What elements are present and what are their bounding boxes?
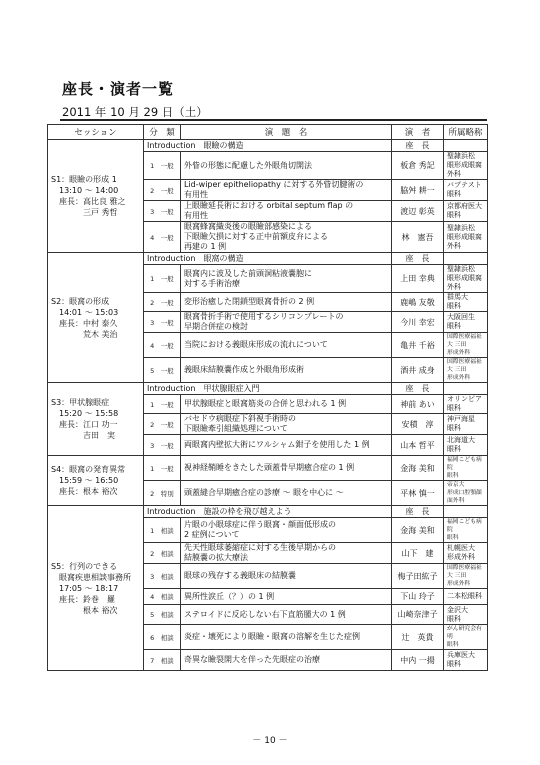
talk-number: 3 一般 [144, 201, 181, 222]
talk-number: 3 相談 [144, 564, 181, 589]
date-line: 2011 年 10 月 29 日（土） [62, 105, 208, 119]
talk-presenter: 山崎奈津子 [392, 605, 444, 625]
title-rule [60, 119, 487, 121]
talk-presenter: 安積 淳 [392, 414, 444, 435]
talk-title: 眼窩蜂窩織炎後の眼瞼部感染による 下眼瞼欠損に対する正中前額皮弁による 再建の 1 例 [181, 222, 392, 253]
session-line: S4：眼窩の発育異常 [51, 465, 126, 474]
talk-affiliation: 金沢大 眼科 [444, 605, 488, 625]
session-line: 座長：高比良 雅之 [51, 197, 126, 206]
talk-row [48, 456, 488, 481]
page-number: － 10 － [252, 736, 288, 746]
talk-affiliation: 京都府医大 眼科 [444, 201, 488, 222]
talk-number: 2 一般 [144, 293, 181, 312]
table-header-row [48, 125, 488, 140]
intro-blank [444, 383, 488, 395]
program-body [48, 140, 488, 671]
talk-number: 3 一般 [144, 435, 181, 456]
talk-affiliation: 国際医療福祉大 三田 形成外科 [444, 358, 488, 383]
talk-presenter: 林 憲吾 [392, 222, 444, 253]
intro-title: Introduction 施設の枠を飛び越えよう [144, 506, 392, 518]
talk-title: 異所性涙丘（？）の 1 例 [181, 589, 392, 605]
session-info [48, 253, 144, 383]
talk-title: 頭蓋縫合早期癒合症の診療 ～ 眼を中心に ～ [181, 481, 392, 506]
talk-title: 眼窩内に波及した前頭洞粘液嚢胞に 対する手術治療 [181, 265, 392, 293]
talk-number: 1 一般 [144, 395, 181, 414]
talk-number: 2 一般 [144, 414, 181, 435]
talk-number: 2 特別 [144, 481, 181, 506]
intro-title: Introduction 眼瞼の構造 [144, 140, 392, 152]
talk-presenter: 山本 哲平 [392, 435, 444, 456]
talk-number: 4 一般 [144, 333, 181, 358]
talk-presenter: 山下 建 [392, 543, 444, 564]
header-category: 分 類 [144, 125, 181, 140]
talk-number: 5 相談 [144, 605, 181, 625]
talk-presenter: 亀井 千裕 [392, 333, 444, 358]
header-affiliation: 所属略称 [444, 125, 488, 140]
talk-number: 7 相談 [144, 650, 181, 671]
program-table [47, 124, 488, 671]
talk-title: 先天性眼球萎縮症に対する生後早期からの 結膜嚢の拡大療法 [181, 543, 392, 564]
talk-title: 奇異な瞼裂開大を伴った先眼症の治療 [181, 650, 392, 671]
intro-title: Introduction 甲状腺眼症入門 [144, 383, 392, 395]
intro-chair: 座 長 [392, 383, 444, 395]
session-line: 眼窩疾患相談事務所 [51, 572, 131, 582]
talk-number: 3 一般 [144, 312, 181, 333]
talk-affiliation: 二本松眼科 [444, 589, 488, 605]
talk-affiliation: 福岡こども病院 眼科 [444, 518, 488, 543]
intro-chair: 座 長 [392, 140, 444, 152]
intro-row [48, 253, 488, 265]
session-line: 座長：鈴巻 羅 [51, 594, 115, 604]
talk-affiliation: 聖隷浜松 眼形成眼窩外科 [444, 265, 488, 293]
session-line: S2：眼窩の形成 [51, 296, 110, 306]
session-line: 13:10 ～ 14:00 [51, 186, 119, 195]
talk-title: 炎症・壊死により眼瞼・眼窩の溶解を生じた症例 [181, 625, 392, 650]
session-line: 17:05 ～ 18:17 [51, 583, 119, 593]
session-line: 三戸 秀哲 [51, 208, 118, 217]
talk-affiliation: 国際医療福祉大 三田 形成外科 [444, 564, 488, 589]
session-info [48, 456, 144, 506]
intro-chair: 座 長 [392, 506, 444, 518]
talk-affiliation: 大阪回生 眼科 [444, 312, 488, 333]
talk-number: 2 相談 [144, 543, 181, 564]
talk-number: 2 一般 [144, 180, 181, 201]
talk-number: 4 相談 [144, 589, 181, 605]
talk-number: 1 一般 [144, 152, 181, 180]
talk-number: 1 一般 [144, 265, 181, 293]
talk-title: 上眼瞼延長術における orbital septum flap の 有用性 [181, 201, 392, 222]
talk-presenter: 平林 慎一 [392, 481, 444, 506]
talk-title: 眼球の残存する義眼床の結膜嚢 [181, 564, 392, 589]
header-session: セッション [48, 125, 144, 140]
session-line: S3：甲状腺眼症 [51, 398, 110, 407]
intro-row [48, 383, 488, 395]
session-line: S5：行列のできる [51, 561, 118, 571]
intro-row [48, 140, 488, 152]
talk-presenter: 金海 美和 [392, 518, 444, 543]
talk-affiliation: バプテスト 眼科 [444, 180, 488, 201]
talk-affiliation: 帝京大 形成口腔顎顔面外科 [444, 481, 488, 506]
session-line: 15:20 ～ 15:58 [51, 409, 119, 418]
session-line: 座長：根本 裕次 [51, 487, 118, 496]
talk-title: 義眼床結膜嚢作成と外眼角形成術 [181, 358, 392, 383]
talk-affiliation: 聖隷浜松 眼形成眼窩外科 [444, 152, 488, 180]
talk-presenter: 中内 一揚 [392, 650, 444, 671]
talk-presenter: 神前 あい [392, 395, 444, 414]
talk-number: 1 相談 [144, 518, 181, 543]
talk-title: 両眼窩内壁拡大術にワルシャム鉗子を使用した 1 例 [181, 435, 392, 456]
talk-presenter: 渡辺 彰英 [392, 201, 444, 222]
session-line: 14:01 ～ 15:03 [51, 307, 119, 317]
talk-affiliation: がん研究会有明 眼科 [444, 625, 488, 650]
talk-affiliation: 札幌医大 形成外科 [444, 543, 488, 564]
talk-affiliation: 聖隷浜松 眼形成眼窩外科 [444, 222, 488, 253]
intro-blank [444, 506, 488, 518]
talk-title: 眼窩骨折手術で使用するシリコンプレートの 早期合併症の検討 [181, 312, 392, 333]
session-line: 座長：中村 泰久 [51, 318, 118, 328]
session-info [48, 506, 144, 671]
talk-affiliation: 国際医療福祉大 三田 形成外科 [444, 333, 488, 358]
header-presenter: 演 者 [392, 125, 444, 140]
talk-title: 変形治癒した閉鎖型眼窩骨折の 2 例 [181, 293, 392, 312]
talk-presenter: 酒井 成身 [392, 358, 444, 383]
talk-affiliation: 福岡こども病院 眼科 [444, 456, 488, 481]
talk-affiliation: 群馬大 眼科 [444, 293, 488, 312]
talk-title: 当院における義眼床形成の流れについて [181, 333, 392, 358]
talk-title: Lid-wiper epitheliopathy に対する外眥切腱術の 有用性 [181, 180, 392, 201]
talk-affiliation: 兵庫医大 眼科 [444, 650, 488, 671]
talk-affiliation: 北海道大 眼科 [444, 435, 488, 456]
talk-number: 1 一般 [144, 456, 181, 481]
talk-presenter: 梅子田紘子 [392, 564, 444, 589]
page-title: 座長・演者一覧 [62, 80, 175, 98]
intro-row [48, 506, 488, 518]
header-title: 演 題 名 [181, 125, 392, 140]
talk-number: 4 一般 [144, 222, 181, 253]
session-line: S1：眼瞼の形成 1 [51, 175, 117, 184]
talk-presenter: 鹿嶋 友敬 [392, 293, 444, 312]
talk-presenter: 下山 玲子 [392, 589, 444, 605]
talk-title: 片眼の小眼球症に伴う眼窩・顔面低形成の 2 症例について [181, 518, 392, 543]
intro-title: Introduction 眼窩の構造 [144, 253, 392, 265]
talk-presenter: 板倉 秀記 [392, 152, 444, 180]
session-line: 荒木 美治 [51, 329, 118, 339]
intro-blank [444, 140, 488, 152]
intro-blank [444, 253, 488, 265]
talk-title: バセドウ病眼症下斜視手術時の 下眼瞼牽引組織処理について [181, 414, 392, 435]
talk-title: 甲状腺眼症と眼窩筋炎の合併と思われる 1 例 [181, 395, 392, 414]
talk-presenter: 上田 幸典 [392, 265, 444, 293]
session-line: 吉田 実 [51, 431, 115, 440]
talk-number: 5 一般 [144, 358, 181, 383]
session-info [48, 383, 144, 456]
session-info [48, 140, 144, 253]
intro-chair: 座 長 [392, 253, 444, 265]
talk-title: 外眥の形態に配慮した外眼角切開法 [181, 152, 392, 180]
talk-presenter: 金海 美和 [392, 456, 444, 481]
talk-affiliation: オリンピア 眼科 [444, 395, 488, 414]
talk-number: 6 相談 [144, 625, 181, 650]
talk-presenter: 今川 幸宏 [392, 312, 444, 333]
session-line: 15:59 ～ 16:50 [51, 476, 119, 485]
talk-presenter: 脇舛 耕一 [392, 180, 444, 201]
session-line: 根本 裕次 [51, 605, 118, 615]
talk-presenter: 辻 英貴 [392, 625, 444, 650]
talk-affiliation: 神戸海星 眼科 [444, 414, 488, 435]
talk-title: ステロイドに反応しない右下直筋腫大の 1 例 [181, 605, 392, 625]
session-line: 座長：江口 功一 [51, 420, 118, 429]
talk-title: 視神経鞘睡をきたした頭蓋骨早期癒合症の 1 例 [181, 456, 392, 481]
